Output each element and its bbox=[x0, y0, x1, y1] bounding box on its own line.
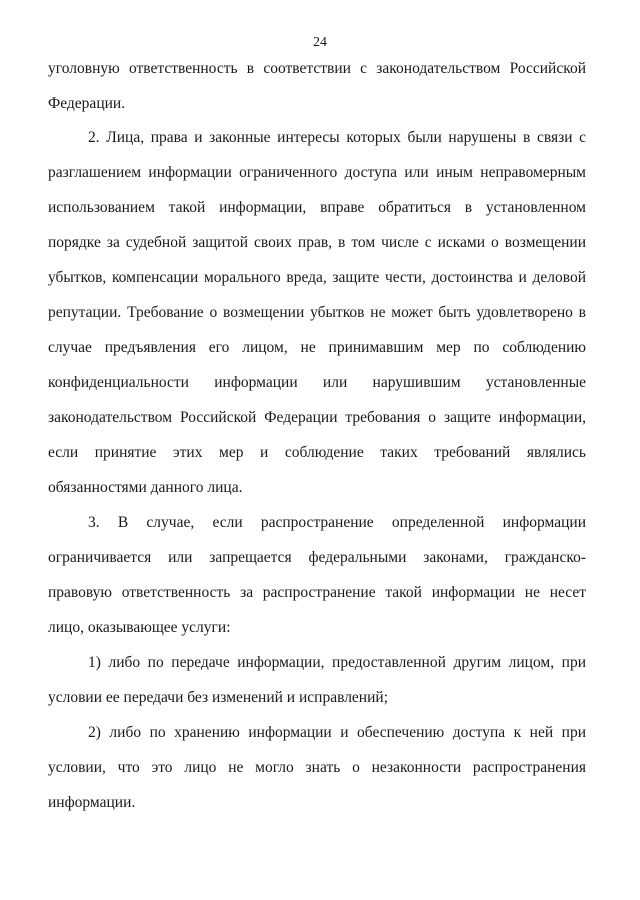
text-line: уголовную ответственность в соответствии с законодательством Российской bbox=[48, 60, 586, 77]
text-line: обязанностями данного лица. bbox=[48, 479, 243, 496]
text-line: ограничивается или запрещается федеральными законами, гражданско- bbox=[48, 549, 586, 566]
list-item-1-start: 1) либо по передаче информации, предоставленной другим лицом, при bbox=[88, 654, 586, 671]
text-line: порядке за судебной защитой своих прав, в том числе с исками о возмещении bbox=[48, 234, 586, 251]
paragraph-2-start: 2. Лица, права и законные интересы которых были нарушены в связи с bbox=[88, 129, 586, 146]
page-number: 24 bbox=[313, 35, 327, 50]
text-line: репутации. Требование о возмещении убытков не может быть удовлетворено в bbox=[48, 304, 586, 321]
text-line: случае предъявления его лицом, не принимавшим мер по соблюдению bbox=[48, 339, 586, 356]
paragraph-3-start: 3. В случае, если распространение определенной информации bbox=[88, 514, 586, 531]
text-line: если принятие этих мер и соблюдение таких требований являлись bbox=[48, 444, 586, 461]
text-line: убытков, компенсации морального вреда, защите чести, достоинства и деловой bbox=[48, 269, 586, 286]
text-line: правовую ответственность за распространение такой информации не несет bbox=[48, 584, 586, 601]
text-line: законодательством Российской Федерации требования о защите информации, bbox=[48, 409, 586, 426]
text-line: условии ее передачи без изменений и исправлений; bbox=[48, 689, 389, 706]
text-line: условии, что это лицо не могло знать о незаконности распространения bbox=[48, 759, 586, 776]
list-item-2-start: 2) либо по хранению информации и обеспечению доступа к ней при bbox=[88, 724, 586, 741]
text-line: использованием такой информации, вправе обратиться в установленном bbox=[48, 199, 586, 216]
text-line: информации. bbox=[48, 794, 136, 811]
text-line: лицо, оказывающее услуги: bbox=[48, 619, 231, 636]
text-line: разглашением информации ограниченного доступа или иным неправомерным bbox=[48, 164, 586, 181]
text-line: Федерации. bbox=[48, 95, 126, 112]
text-line: конфиденциальности информации или нарушившим установленные bbox=[48, 374, 586, 391]
